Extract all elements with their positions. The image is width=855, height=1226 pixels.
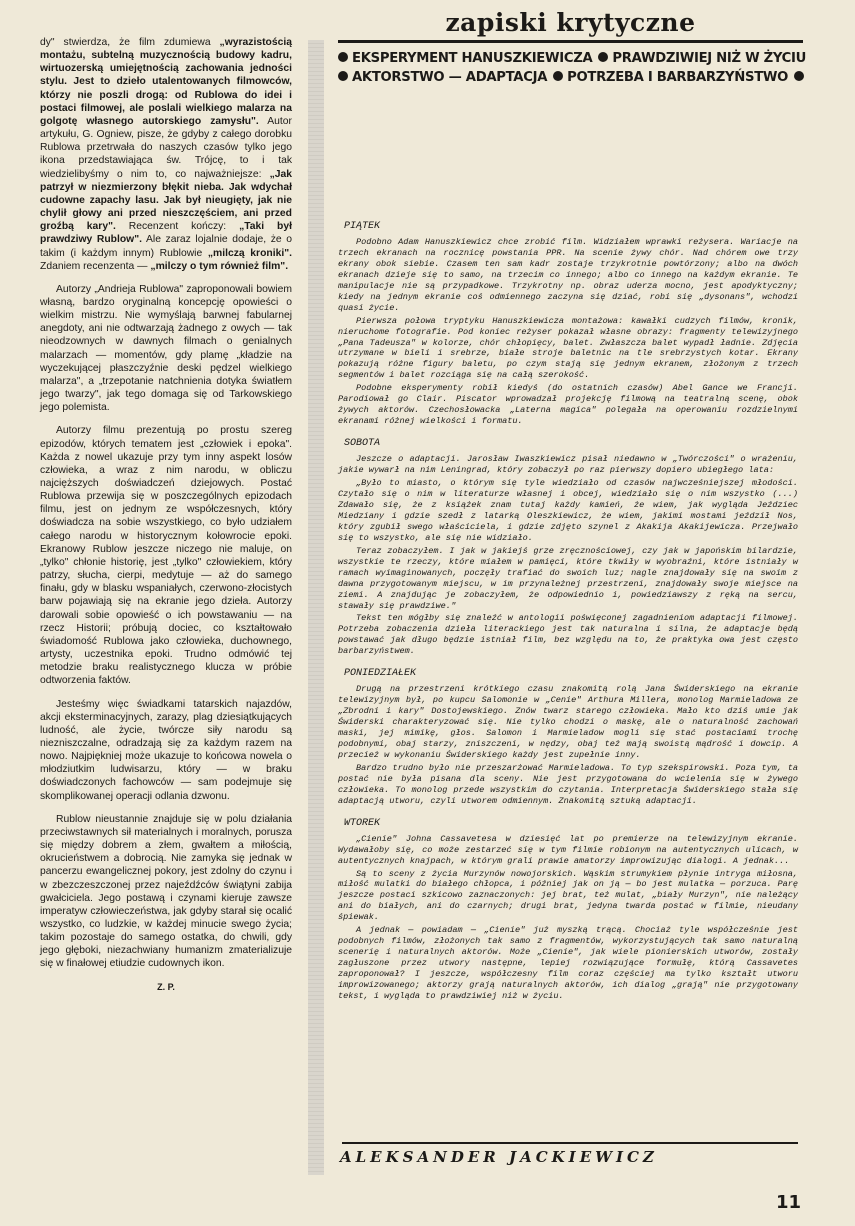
text: Ale zaraz lojalnie dodaje, że o takim (i każdym innym) Rublowie xyxy=(40,234,292,259)
column-divider xyxy=(308,40,324,1175)
signature: Z. P. xyxy=(157,981,175,992)
bullet-icon xyxy=(338,52,348,62)
day-heading: SOBOTA xyxy=(344,438,381,450)
topics-line-2 xyxy=(338,68,803,87)
bullet-icon xyxy=(553,71,563,81)
bullet-icon xyxy=(338,71,348,81)
diary-paragraph: Podobno Adam Hanuszkiewicz chce zrobić film. Widziałem wprawki reżysera. Wariacje na trzech ekranach na rocznicę powstania PPR. Na scenie żywy chór. Nad chórem owe trzy ekrany obok siebie. Czasem ten sam kadr zostaje trzykrotnie powtórzony; albo na dwóch ekranach dzieje się to samo, na trzecim co innego; albo co innego na każdym ekranie. Te manipulacje nie są przypadkowe. Trzykrotny np. obraz uderza mocno, jest apodyktyczny; kiedy na jednym ekranie coś odmiennego zaczyna się dziać, robi się „dysonans", wchodzi quasi życie. xyxy=(338,236,798,313)
column-header xyxy=(338,8,807,87)
left-paragraph: Rublow nieustannie znajduje się w polu działania przeciwstawnych sił materialnych i moralnych, porusza się między dobrem a złem, gwałtem a miłością, okrucieństwem a dobrocią. Nie zamyka się jednak w pancerzu ewangelicznej pokory, jest zdolny do czynu i w zbezczeszczonej przez najeźdźców świątyni zabija gwałciciela. Jego postawą i czynami kieruje zawsze imperatyw człowieczeństwa, jak gdyby starał się ocalić wszystko, co ludzkie, w każdej minucie swego życia; takim pozostaje do samego ostatka, do chwili, gdy jego głęboki, niezachwiany humanizm zmaterializuje się w finałowej etiudzie cudownych ikon. xyxy=(40,813,292,970)
topic: PRAWDZIWIEJ NIŻ W ŻYCIU xyxy=(612,51,807,66)
topics-line-1 xyxy=(338,49,807,68)
diary-paragraph: Bardzo trudno było nie przeszarżować Marmieladowa. To typ szekspirowski. Poza tym, ta postać nie była pisana dla sceny. Nie jest przygotowana do wcielenia się w żywego człowieka. To monolog przede wszystkim do czytania. Interpretacja Świderskiego stała się adaptacją utworu, czyli utworem odmiennym. Znakomitą sztuką adaptacji. xyxy=(338,762,798,806)
diary-paragraph: Jeszcze o adaptacji. Jarosław Iwaszkiewicz pisał niedawno w „Twórczości" o wrażeniu, jakie wywarł na nim Leningrad, który zobaczył po raz pierwszy dopiero ubiegłego lata: xyxy=(338,454,798,476)
diary-paragraph: „Było to miasto, o którym się tyle wiedziało od czasów najwcześniejszej młodości. Czytało się o nim w literaturze własnej i obcej, wiedziało się o nim wszystko (...) Zdawało się, że z książek znam tutaj każdy kamień, że wiem, jak wygląda Jeździec Miedziany i gdzie szedł z latarką Oleszkiewicz, że wiem, jakimi mostami jeździł Nos, który zgubił swego właściciela, i gdzie zdjęto szynel z Akakija Akakijewicza. Przejwało się to wszystko, ale się nie widziało. xyxy=(338,478,798,543)
diary-body xyxy=(338,222,798,1004)
day-heading: WTOREK xyxy=(344,817,381,829)
diary-paragraph: Pierwsza połowa tryptyku Hanuszkiewicza montażowa: kawałki cudzych filmów, kronik, nieruchome fotografie. Pod koniec reżyser pokazał własne obrazy: fragmenty telewizyjnego „Pana Tadeusza" w kolorze, chór chłopięcy, balet. Zwłaszcza balet wypadł ładnie. Zdjęcia utrzymane w bieli i srebrze, białe stroje baletnic na tle srebrzystych kotar. Ekrany pokazują różne figury baletu, po czym stają się jednym ekranem, złożonym z trzech segmentów i balet rozciąga się na całą szerokość. xyxy=(338,315,798,381)
left-article-column xyxy=(40,36,292,994)
quote-bold: „Jak patrzył w niezmierzony błękit nieba. Jak wdychał cudowne zapachy lasu. Jak był nieugięty, jak nie chylił głowy ani przed nieszczęściem, ani przed groźbą kary". xyxy=(40,168,292,233)
diary-paragraph: Tekst ten mógłby się znaleźć w antologii poświęconej zagadnieniom adaptacji filmowej. Potrzeba zobaczenia dzieła literackiego jest tak naturalna i silna, że adaptacje będą powstawać jak długo będzie istniał film, bez względu na to, że praktyka owa jest często barbarzyństwem. xyxy=(338,613,798,657)
diary-paragraph: A jednak — powiadam — „Cienie" już myszką trącą. Chociaż tyle współcześnie jest podobnych filmów, złożonych tak samo z fragmentów, wykorzystujących tak samo naturalną scenerię i naturalnych aktorów. Może „Cienie", jak wiele pionierskich utworów, zostały zagłuszone przez utwory następne, lepiej rozwiązujące formułę, którą Cassavetes zaproponował? I jeszcze, współczesny film coraz częściej ma tylko kształt utworu improwizowanego; aktorzy grają naturalnych aktorów, ich dialog „grają" nie przygotowany tekst, i wygląda to prawdziwiej niż w życiu. xyxy=(338,925,798,1001)
quote-bold: „milczy o tym również film". xyxy=(150,260,289,272)
quote-bold: „wyrazistością montażu, subtelną muzycznością budowy kadru, wirtuozerską umiejętnością zachowania jedności stylu. Jest to dzieło utalentowanych filmowców, którzy nie poszli drogą: od Rublowa do idei i postaci filmowej, ale poslali wielkiego malarza na golgotę własnego autorskiego zamysłu". xyxy=(40,37,292,127)
author-name: ALEKSANDER JACKIEWICZ xyxy=(340,1148,658,1166)
left-paragraph xyxy=(40,36,292,273)
left-paragraph: Jesteśmy więc świadkami tatarskich najazdów, akcji eksterminacyjnych, zarazy, plag dziesiątkujących ludność, ale życie, twórcze siły narodu są niezniszczalne, odradzają się za każdym razem na nowo. Najpiękniej może ukazuje to końcowa nowela o młodziutkim ludwisarzu, który — w braku doświadczonych fachowców — sam podejmuje się skomplikowanej operacji odlania dzwonu. xyxy=(40,698,292,802)
text: dy" stwierdza, że film zdumiewa xyxy=(40,37,220,48)
topic: EKSPERYMENT HANUSZKIEWICZA xyxy=(352,51,593,66)
quote-bold: „milczą kroniki". xyxy=(207,247,292,259)
diary-paragraph: Teraz zobaczyłem. I jak w jakiejś grze zręcznościowej, czy jak w japońskim bilardzie, wszystkie te rzeczy, które miałem w pamięci, które tkwiły w wyobraźni, które istniały w ramach wyimaginowanych, poczęły trafiać do swoich luz; nagle znajdowały się na swoim z dawna przygotowanym miejscu, w im przynależnej przestrzeni, znajdowały swoje miejsce na ziemi. A znajdując je zobaczyłem, że odpowiednio i, powiedziawszy z ręką na sercu, stawały się prawdziwe." xyxy=(338,545,798,611)
diary-paragraph: Podobne eksperymenty robił kiedyś (do ostatnich czasów) Abel Gance we Francji. Parodiował go Clair. Piscator wprowadzał projekcję filmową na teatralną scenę, obok żywych aktorów. Czechosłowacka „Laterna magica" polegała na operowaniu rozdzielnymi ekranami różnej wielkości i formatu. xyxy=(338,383,798,427)
bullet-icon xyxy=(794,71,804,81)
section-title: zapiski krytyczne xyxy=(445,8,696,37)
day-heading: PONIEDZIAŁEK xyxy=(344,668,417,680)
bullet-icon xyxy=(598,52,608,62)
topic: AKTORSTWO — ADAPTACJA xyxy=(352,70,548,85)
day-heading: PIĄTEK xyxy=(344,221,381,232)
quote-bold: „Taki był prawdziwy Rublow". xyxy=(40,221,293,246)
left-paragraph: Autorzy „Andrieja Rublowa" zaproponowali bowiem własną, bardzo oryginalną koncepcję opowieści o wielkim mistrzu. Nie wymyślają barwnej fabularnej anegdoty, ani nie odtwarzają żadnego z owych — tak nieodzownych w dawnych filmach o genialnych malarzach — momentów, gdy plamę „kładzie na wyczekującej płaszczyźnie deski pędzel wielkiego malarza", a „trzepotanie natchnienia dotyka światłem jego twarzy", jak tego domaga się od Tarkowskiego jego polemista. xyxy=(40,283,292,414)
diary-paragraph: Drugą na przestrzeni krótkiego czasu znakomitą rolą Jana Świderskiego na ekranie telewizyjnym był, po kupcu Salomonie w „Cenie" Arthura Millera, monolog Marmieladowa ze „Zbrodni i kary" Dostojewskiego. Znów twarz starego człowieka. Mało kto dziś umie jak Świderski charakteryzować się. Nie tylko chodzi o maskę, ale o naturalność zachowań maski, jej mimikę, głos. Salomon i Marmieladow mogli się stać postaciami trochę podobnymi, obaj starzy, zniszczeni, w nędzy, obaj też mają swoistą mądrość i dowcip. A przecież w wykonaniu Świderskiego każdy jest zupełnie inny. xyxy=(338,684,798,760)
author-rule xyxy=(342,1142,798,1144)
diary-paragraph: Są to sceny z życia Murzynów nowojorskich. Wąskim strumykiem płynie intryga miłosna, miłość mulatki do białego chłopca, i później jak on ją — bo jest mulatka — porzuca. Parę jeszcze postaci szkicowo zaznaczonych: jej brat, też mulat, „biały Murzyn", nie należący ani do białych, ani do czarnych; drugi brat, jedyna twarda postać w filmie, nieudany śpiewak. xyxy=(338,868,798,923)
left-paragraph: Autorzy filmu prezentują po prostu szereg epizodów, których tematem jest „człowiek i epoka". Każda z nowel ukazuje przy tym inny aspekt losów człowieka, a wraz z nim narodu, w obliczu najcięższych doświadczeń dziejowych. Postać Rublowa przewija się w poszczególnych epizodach filmu, jest on jednym ze współczesnych, który doświadcza na sobie wszystkiego, co było udziałem całego narodu w historycznym kołowrocie epoki. Ekranowy Rublow jeszcze niczego nie maluje, on „tylko" chłonie historię, jest „tylko" człowiekiem, który patrzy, słucha, cierpi, medytuje — aż do samego finału, gdy w blasku wspaniałych, czerwono-złocistych barw pojawiają się na ekranie jego dzieła. Autorzy darowali sobie opowieść o ich powstawaniu — na rzecz Historii; próbują dociec, co kształtowało świadomość Rublowa jako człowieka, duchownego, artysty, uczestnika epoki. Trudno odmówić tej metodzie braku realistycznego klucza w próbie odtworzenia faktów. xyxy=(40,425,292,687)
diary-paragraph: „Cienie" Johna Cassavetesa w dziesięć lat po premierze na telewizyjnym ekranie. Wydawałoby się, co może zestarzeć się w tym filmie robionym na autentycznych ulicach, w autentycznych knajpach, w którym grali prawie amatorzy improwizując dialogi. A jednak... xyxy=(338,833,798,866)
text: Autor artykułu, G. Ogniew, pisze, że gdyby z całego dorobku Rublowa przetrwała do naszych czasów tylko jego ikona przedstawiająca św. Trójcę, to i tak wiedzielibyśmy o nim to, co najważniejsze: xyxy=(40,115,292,180)
text: Zdaniem recenzenta — xyxy=(40,260,151,272)
text: Recenzent kończy: xyxy=(115,221,240,233)
topic: POTRZEBA I BARBARZYŃSTWO xyxy=(567,70,789,85)
title-rule xyxy=(338,40,803,43)
page-number: 11 xyxy=(776,1192,802,1213)
